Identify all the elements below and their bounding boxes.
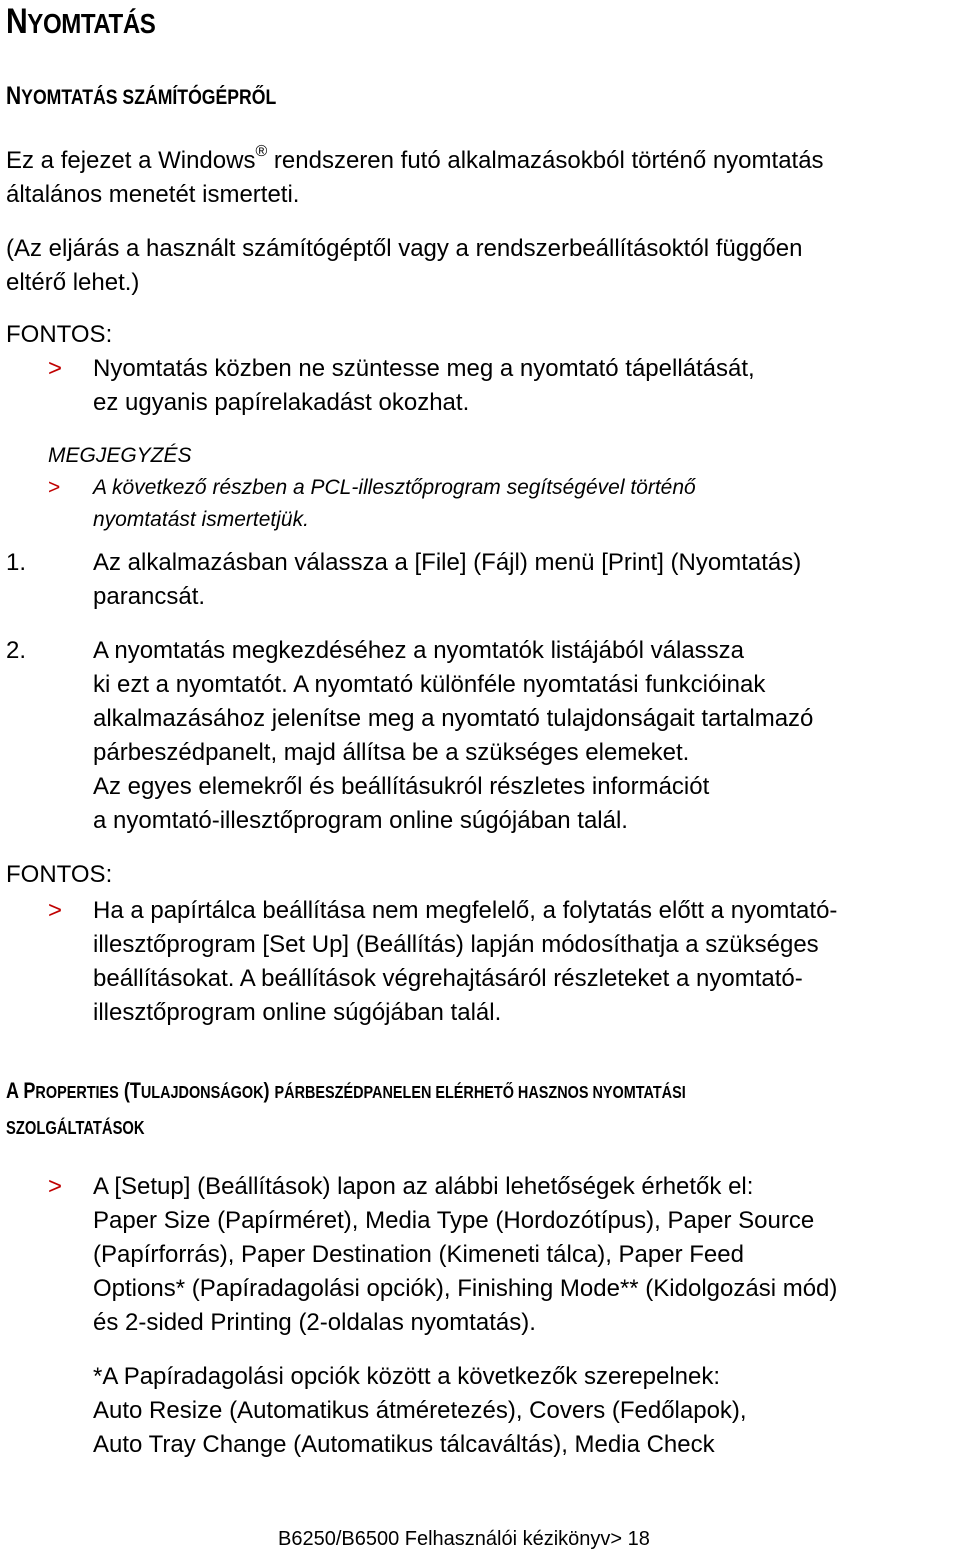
section2-part-3 — [124, 1078, 264, 1103]
step2-line-1: A nyomtatás megkezdéséhez a nyomtatók listájából válassza — [93, 637, 745, 664]
important-marker-1: > — [48, 355, 63, 382]
section2-part-4 — [263, 1078, 685, 1103]
setup-line-3: (Papírforrás), Paper Destination (Kimeneti tálca), Paper Feed — [93, 1241, 744, 1268]
page-title-initial: N — [6, 2, 28, 41]
page-title-rest: YOMTATÁS — [27, 8, 156, 39]
intro-line-1a: Ez a fejezet a Windows — [6, 147, 256, 174]
section2-part-1 — [6, 1078, 18, 1103]
intro-line-1b: rendszeren futó alkalmazásokból történő nyomtatás — [267, 147, 824, 174]
intro-line-4: eltérő lehet.) — [6, 269, 140, 296]
note-line-2: nyomtatást ismertetjük. — [93, 508, 309, 531]
page-title — [6, 2, 155, 42]
setup-marker: > — [48, 1173, 63, 1200]
important-label-2: FONTOS: — [6, 861, 113, 888]
step2-line-5: Az egyes elemekről és beállításukról részletes információt — [93, 773, 710, 800]
important2-line-1: Ha a papírtálca beállítása nem megfelelő, a folytatás előtt a nyomtató- — [93, 897, 838, 924]
setup-line-2: Paper Size (Papírméret), Media Type (Hordozótípus), Paper Source — [93, 1207, 815, 1234]
step2-line-6: a nyomtató-illesztőprogram online súgójában talál. — [93, 807, 628, 834]
intro-line-3: (Az eljárás a használt számítógéptől vagy a rendszerbeállításoktól függően — [6, 235, 803, 262]
step-number-1: 1. — [6, 549, 27, 576]
step-number-2: 2. — [6, 637, 27, 664]
important1-line-2: ez ugyanis papírelakadást okozhat. — [93, 389, 470, 416]
step1-line-1: Az alkalmazásban válassza a [File] (Fájl) menü [Print] (Nyomtatás) — [93, 549, 802, 576]
page-footer: B6250/B6500 Felhasználói kézikönyv> 18 — [278, 1528, 650, 1550]
registered-mark: ® — [255, 143, 268, 160]
setup-line-4: Options* (Papíradagolási opciók), Finishing Mode** (Kidolgozási mód) — [93, 1275, 838, 1302]
section1-rest: YOMTATÁS SZÁMÍTÓGÉPRŐL — [21, 86, 277, 109]
step2-line-2: ki ezt a nyomtatót. A nyomtató különféle nyomtatási funkcióinak — [93, 671, 766, 698]
important2-line-3: beállításokat. A beállítások végrehajtásáról részleteket a nyomtató- — [93, 965, 803, 992]
step2-line-4: párbeszédpanelt, majd állítsa be a szükséges elemeket. — [93, 739, 690, 766]
section2-part-1-initial: A — [6, 1078, 19, 1103]
note-marker: > — [48, 476, 61, 499]
important-marker-2: > — [48, 897, 63, 924]
step2-line-3: alkalmazásához jelenítse meg a nyomtató tulajdonságait tartalmazó — [93, 705, 814, 732]
feed-options-line-2: Auto Resize (Automatikus átméretezés), Covers (Fedőlapok), — [93, 1397, 747, 1424]
section1-initial: N — [6, 82, 22, 110]
setup-line-1: A [Setup] (Beállítások) lapon az alábbi lehetőségek érhetők el: — [93, 1173, 754, 1200]
important1-line-1: Nyomtatás közben ne szüntesse meg a nyomtató tápellátását, — [93, 355, 755, 382]
setup-line-5: és 2-sided Printing (2-oldalas nyomtatás). — [93, 1309, 536, 1336]
section2-part-3-initial: (T — [123, 1078, 141, 1103]
section-heading-properties — [6, 1078, 686, 1104]
section-heading-printing-from-computer — [6, 82, 276, 111]
section2-part-4-initial: ) — [263, 1078, 270, 1103]
note-line-1: A következő részben a PCL-illesztőprogram segítségével történő — [93, 476, 696, 499]
intro-line-2: általános menetét ismerteti. — [6, 181, 300, 208]
section2-part-2-rest: ROPERTIES — [35, 1082, 119, 1102]
section2-part-2-initial: P — [23, 1078, 36, 1103]
section-heading-properties-line-2: SZOLGÁLTATÁSOK — [6, 1118, 145, 1138]
intro-line-1 — [6, 144, 824, 178]
important2-line-4: illesztőprogram online súgójában talál. — [93, 999, 502, 1026]
feed-options-line-1: *A Papíradagolási opciók között a következők szerepelnek: — [93, 1363, 721, 1390]
section2-part-3-rest: ULAJDONSÁGOK — [140, 1082, 264, 1102]
important-label-1: FONTOS: — [6, 321, 113, 348]
important2-line-2: illesztőprogram [Set Up] (Beállítás) lapján módosíthatja a szükséges — [93, 931, 819, 958]
note-label: MEGJEGYZÉS — [48, 444, 192, 467]
section2-part-4-rest: PÁRBESZÉDPANELEN ELÉRHETŐ HASZNOS NYOMTATÁSI — [274, 1082, 686, 1102]
section2-part-2 — [23, 1078, 118, 1103]
feed-options-line-3: Auto Tray Change (Automatikus tálcaváltás), Media Check — [93, 1431, 715, 1458]
step1-line-2: parancsát. — [93, 583, 206, 610]
